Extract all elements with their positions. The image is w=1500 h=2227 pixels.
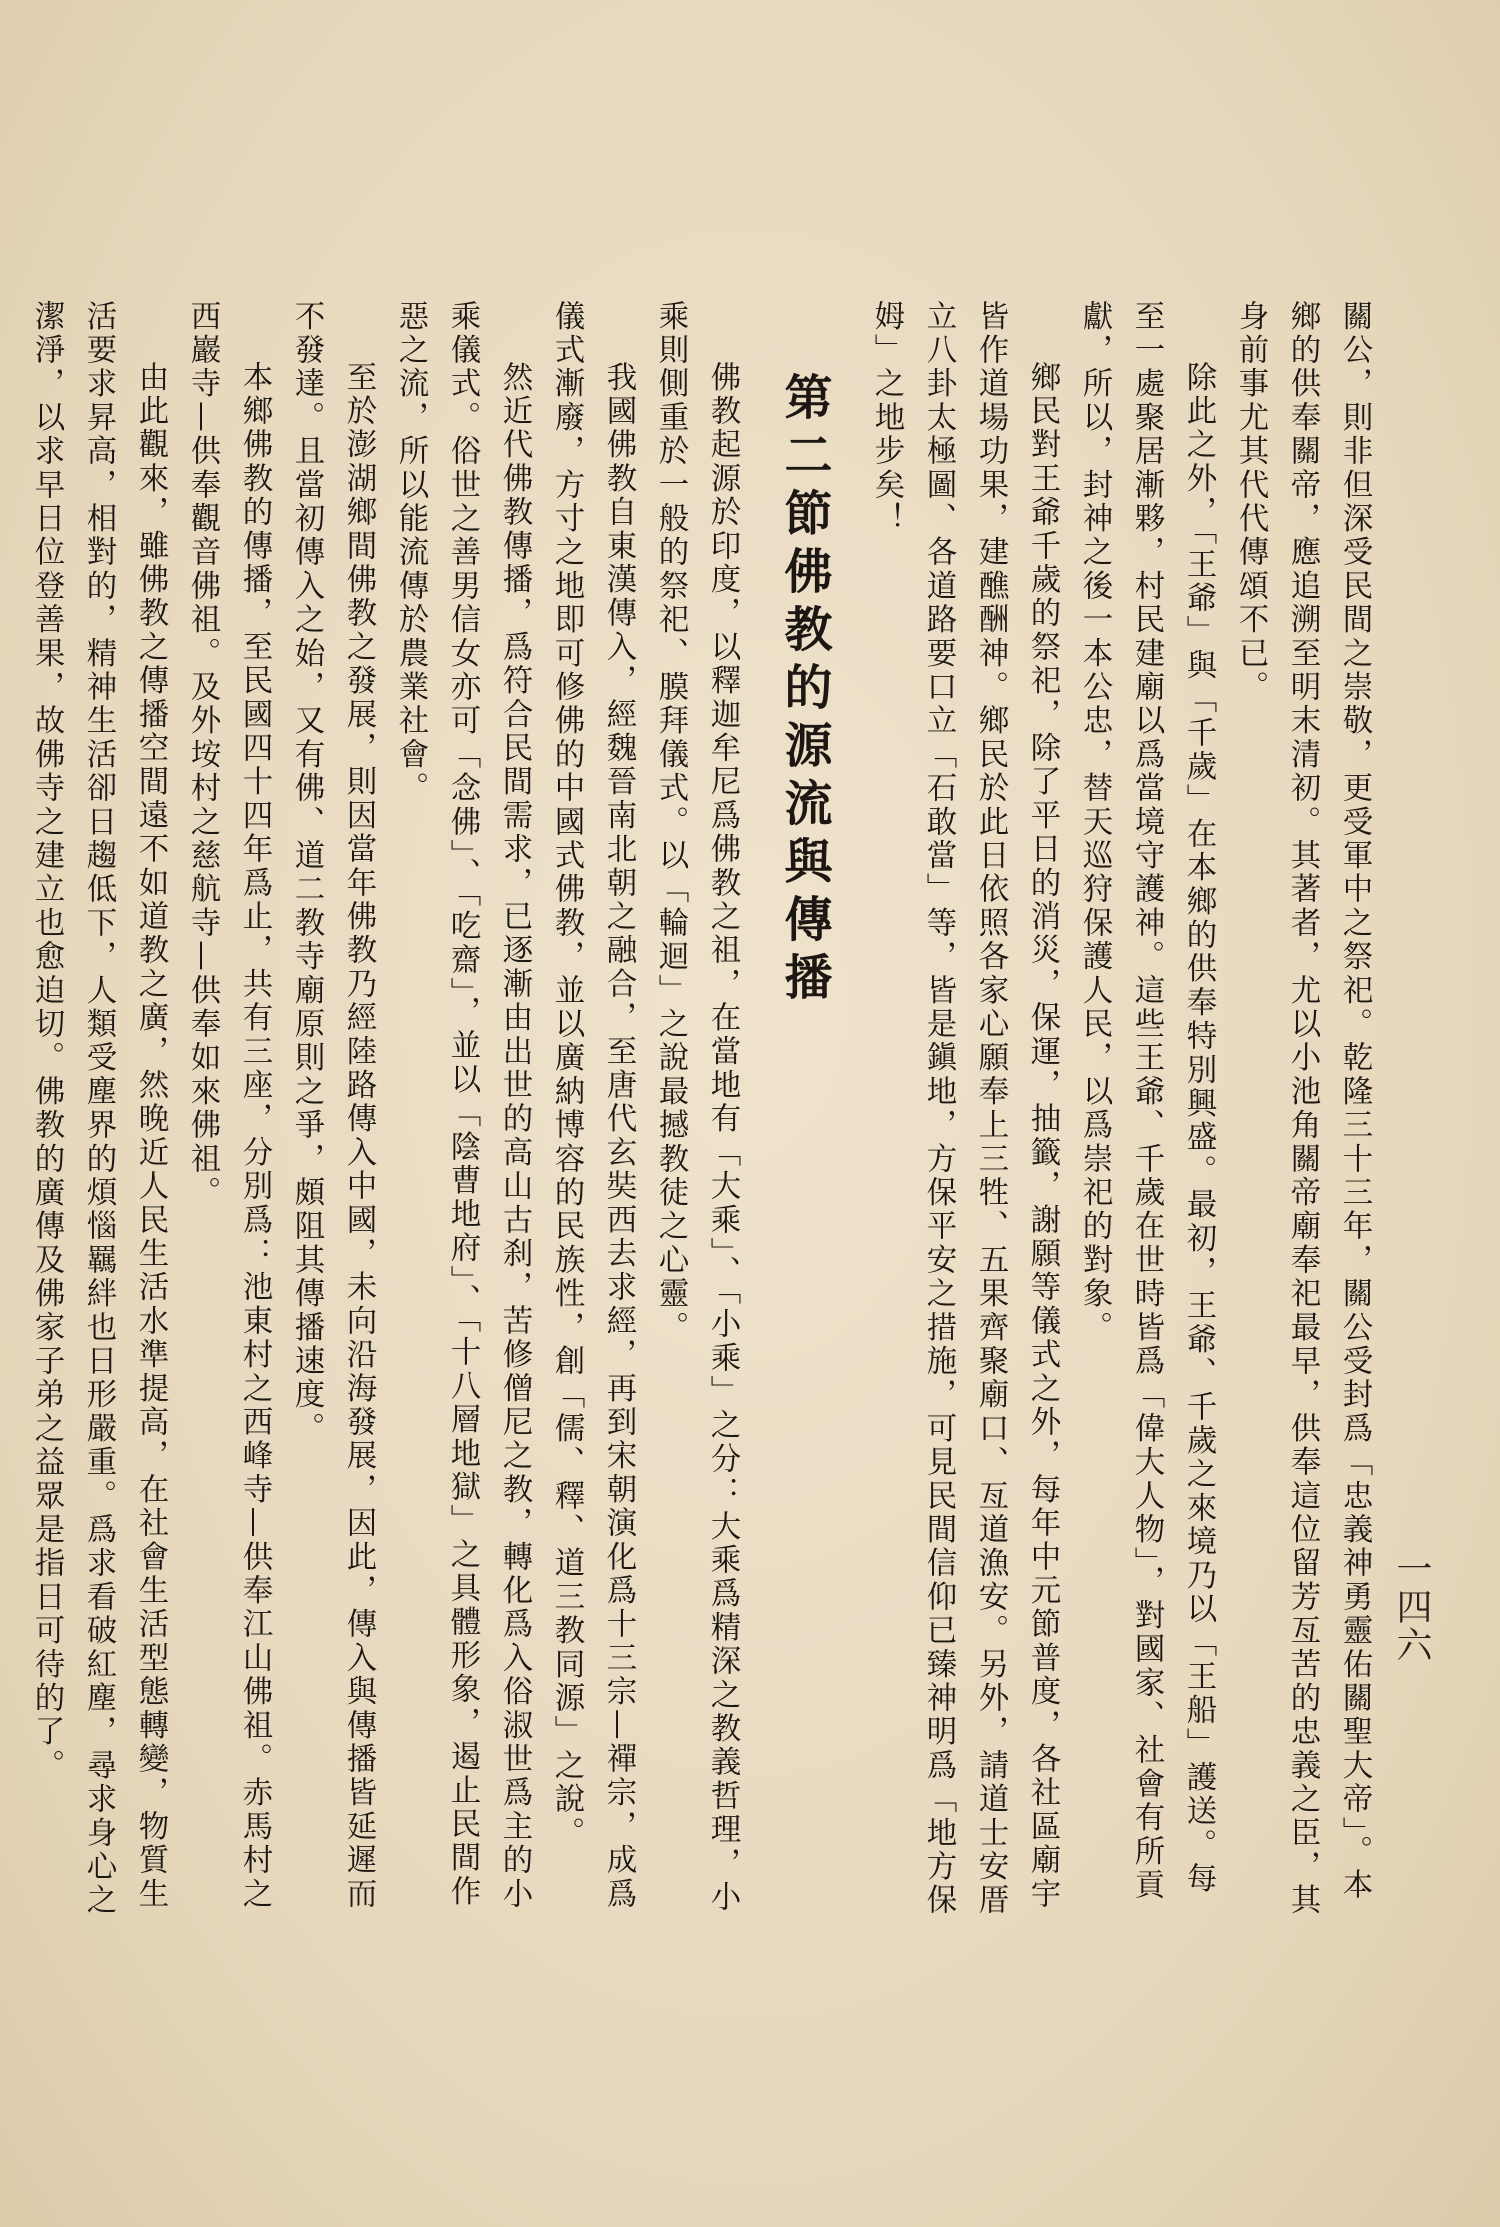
- paragraph-buddhism-china: 我國佛教自東漢傳入，經魏晉南北朝之融合，至唐代玄奘西去求經，再到宋朝演化爲十三宗—禪宗，成爲儀式漸廢，方寸之地即可修佛的中國式佛教，並以廣納博容的民族性，創「儒、釋、道三教同源」之說。: [549, 300, 636, 1912]
- section-heading: [762, 300, 846, 1920]
- section-number: 第二節: [776, 372, 832, 546]
- paragraph-buddhism-origin: 佛教起源於印度，以釋迦牟尼爲佛教之祖，在當地有「大乘」、「小乘」之分：大乘爲精深之教義哲理，小乘則側重於一般的祭祀、膜拜儀式。以「輪迴」之說最撼教徒之心靈。: [653, 300, 740, 1915]
- paragraph-modern-buddhism: 然近代佛教傳播，爲符合民間需求，已逐漸由出世的高山古刹，苦修僧尼之教，轉化爲入俗淑世爲主的小乘儀式。俗世之善男信女亦可「念佛」、「吃齋」，並以「陰曹地府」、「十八層地獄」之具體形象，遏止民間作惡之流，所以能流傳於農業社會。: [393, 300, 532, 1912]
- paragraph-guan-gong: 關公，則非但深受民間之崇敬，更受軍中之祭祀。乾隆三十三年，關公受封爲「忠義神勇靈佑關聖大帝」。本鄉的供奉關帝，應追溯至明末清初。其著者，尤以小池角關帝廟奉祀最早，供奉這位留芳亙苦的忠義之臣，其身前事尤其代代傳頌不已。: [1233, 300, 1372, 1918]
- paragraph-conclusion: 由此觀來，雖佛教之傳播空間遠不如道教之廣，然晚近人民生活水準提高，在社會生活型態轉變，物質生活要求昇高，相對的，精神生活卻日趨低下，人類受塵界的煩惱羈絆也日形嚴重。爲求看破紅塵，尋求身心之潔淨，以求早日位登善果，故佛寺之建立也愈迫切。佛教的廣傳及佛家子弟之益眾是指日可待的了。: [29, 300, 168, 1918]
- paragraph-local-temples: 本鄉佛教的傳播，至民國四十四年爲止，共有三座，分別爲：池東村之西峰寺—供奉江山佛祖。赤馬村之西巖寺—供奉觀音佛祖。及外垵村之慈航寺—供奉如來佛祖。: [185, 300, 272, 1912]
- section-title: 佛教的源流與傳播: [776, 546, 832, 1010]
- paragraph-wangye-qiansui: 除此之外，「王爺」與「千歲」在本鄉的供奉特別興盛。最初，王爺、千歲之來境乃以「王船」護送。每至一處聚居漸夥，村民建廟以爲當境守護神。這些王爺、千歲在世時皆爲「偉大人物」，對國家、社會有所貢獻，所以，封神之後一本公忠，替天巡狩保護人民，以爲崇祀的對象。: [1077, 300, 1216, 1903]
- paragraph-penghu-buddhism: 至於澎湖鄉間佛教之發展，則因當年佛教乃經陸路傳入中國，未向沿海發展，因此，傳入與傳播皆延遲而不發達。且當初傳入之始，又有佛、道二教寺廟原則之爭，頗阻其傳播速度。: [289, 300, 376, 1912]
- paragraph-rituals: 鄉民對王爺千歲的祭祀，除了平日的消災，保運，抽籤，謝願等儀式之外，每年中元節普度，各社區廟宇皆作道場功果，建醮酬神。鄉民於此日依照各家心願奉上三牲、五果齊聚廟口、亙道漁安。另外，請道士安厝立八卦太極圖、各道路要口立「石敢當」等，皆是鎭地，方保平安之措施，可見民間信仰已臻神明爲「地方保姆」之地步矣！: [869, 300, 1060, 1918]
- vertical-text-body: [29, 300, 1380, 1920]
- page-number: 一四六: [1391, 1550, 1432, 1664]
